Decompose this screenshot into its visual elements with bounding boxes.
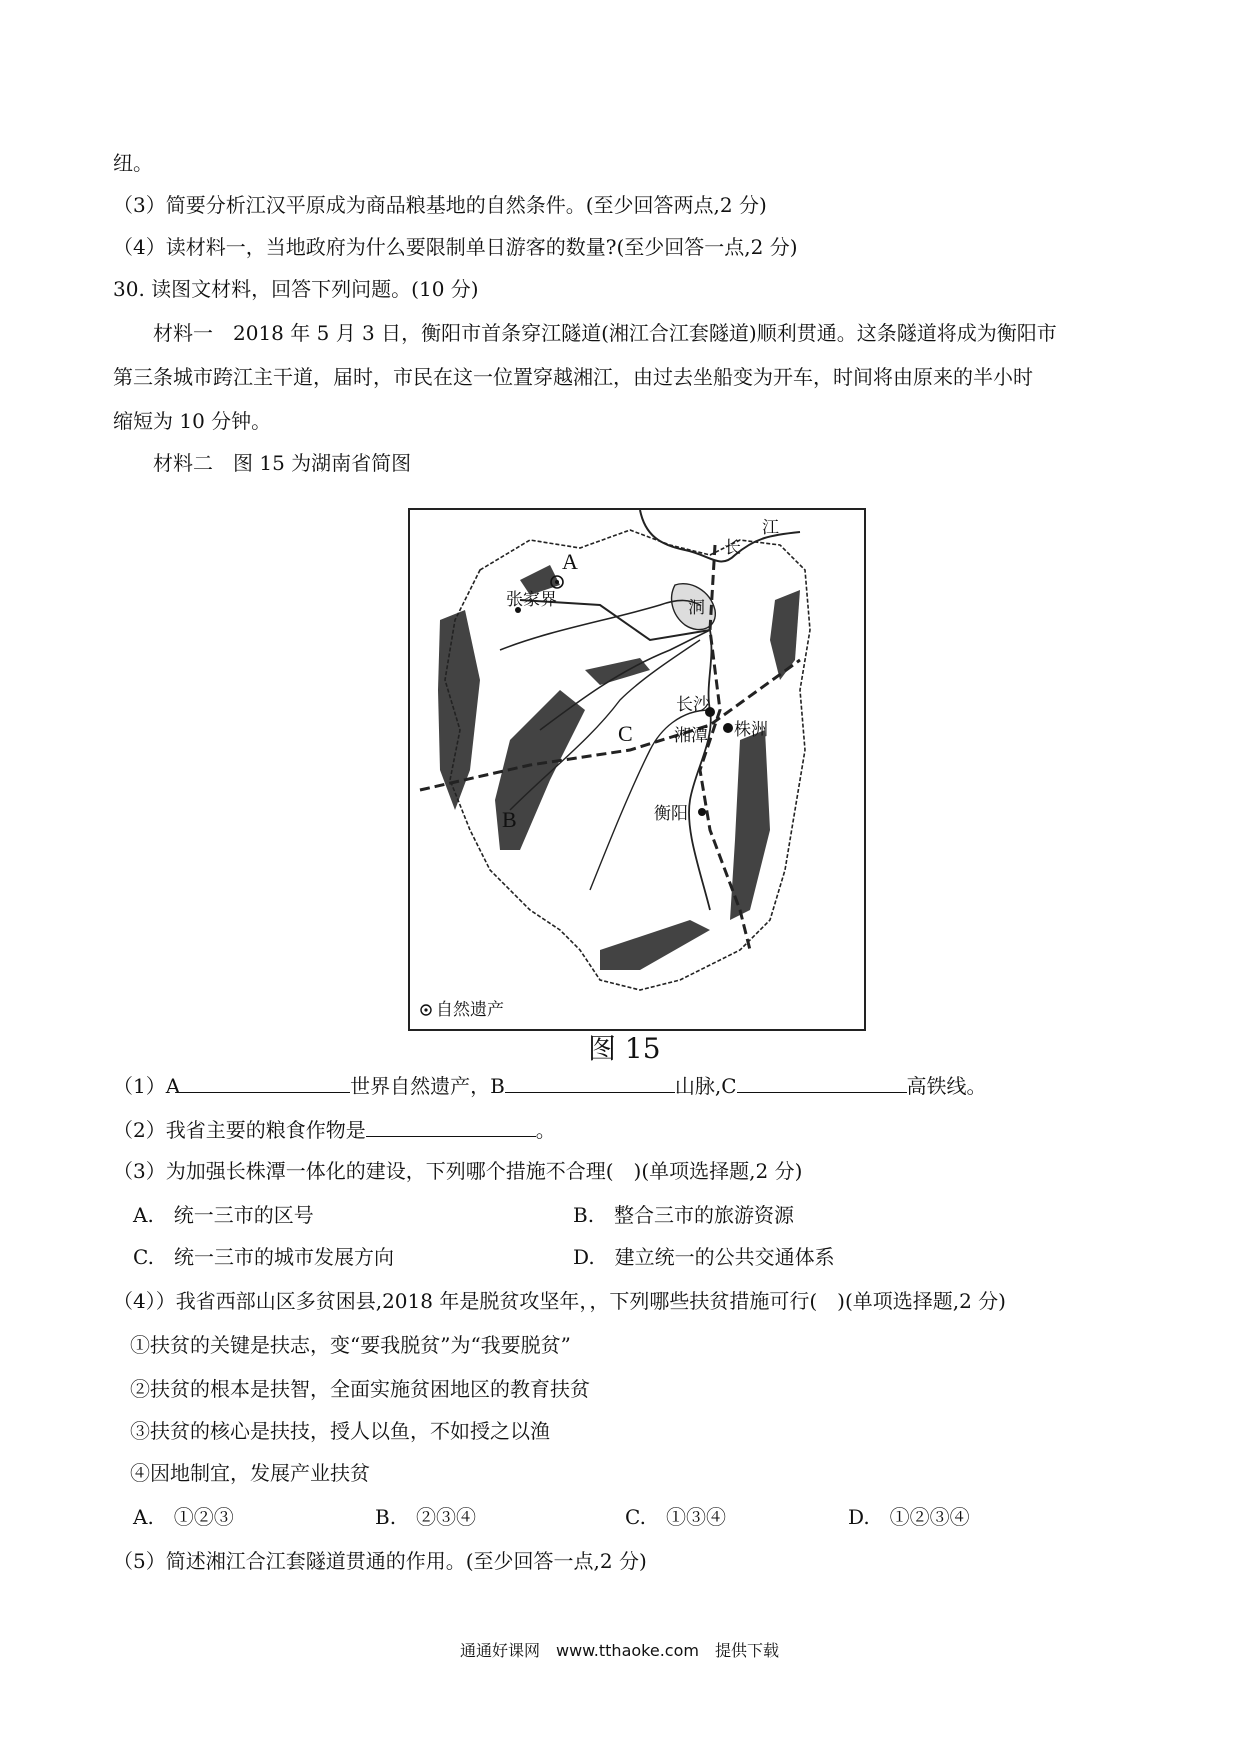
question-4-option-b[interactable]: B. ②③④: [375, 1505, 477, 1529]
text-line: 纽。: [113, 151, 153, 175]
map-label-hengyang: 衡阳: [654, 804, 688, 824]
footer-source: 通通好课网 www.tthaoke.com 提供下载: [460, 1641, 779, 1660]
question-3-option-d[interactable]: D. 建立统一的公共交通体系: [573, 1245, 835, 1269]
figure-caption: 图 15: [588, 1032, 661, 1065]
q1-blank-b[interactable]: [505, 1072, 675, 1093]
hunan-map: [408, 508, 866, 1031]
question-4-option-c[interactable]: C. ①③④: [625, 1505, 726, 1529]
question-3-stem: （3）为加强长株潭一体化的建设，下列哪个措施不合理( )(单项选择题,2 分): [113, 1159, 803, 1183]
map-label-river-chang: 长: [724, 538, 741, 558]
map-label-a: A: [562, 549, 578, 574]
map-drawing: [410, 510, 864, 1029]
material-one-line-3: 缩短为 10 分钟。: [113, 409, 272, 433]
question-3-previous: （3）简要分析江汉平原成为商品粮基地的自然条件。(至少回答两点,2 分): [113, 193, 767, 217]
material-one-line-2: 第三条城市跨江主干道，届时，市民在这一位置穿越湘江，由过去坐船变为开车，时间将由原来的半小时: [113, 365, 1033, 389]
question-4-option-a[interactable]: A. ①②③: [133, 1505, 234, 1529]
map-label-zhangjiajie: 张家界: [506, 590, 557, 610]
question-4-option-d[interactable]: D. ①②③④: [848, 1505, 970, 1529]
map-label-changsha: 长沙: [676, 695, 710, 715]
q1-prefix: （1）A: [113, 1074, 181, 1098]
q1-mid2: 山脉,C: [674, 1074, 737, 1098]
question-3-option-b[interactable]: B. 整合三市的旅游资源: [573, 1203, 795, 1227]
q2-prefix: （2）我省主要的粮食作物是: [113, 1118, 366, 1142]
map-label-river-jiang: 江: [762, 518, 779, 538]
map-label-c: C: [618, 721, 633, 746]
question-3-option-a[interactable]: A. 统一三市的区号: [133, 1203, 314, 1227]
q1-mid1: 世界自然遗产，B: [350, 1074, 505, 1098]
question-5: （5）简述湘江合江套隧道贯通的作用。(至少回答一点,2 分): [113, 1549, 647, 1573]
question-4-stem: （4））我省西部山区多贫困县,2018 年是脱贫攻坚年，，下列哪些扶贫措施可行( )(单项选择题,2 分): [113, 1289, 1006, 1313]
question-4-statement-3: ③扶贫的核心是扶技，授人以鱼，不如授之以渔: [130, 1419, 550, 1443]
q1-blank-a[interactable]: [180, 1072, 350, 1093]
map-label-zhuzhou: 株洲: [734, 720, 768, 740]
question-2: [113, 1116, 556, 1143]
q2-suffix: 。: [535, 1118, 556, 1142]
q1-suffix: 高铁线。: [906, 1074, 987, 1098]
q1-blank-c[interactable]: [737, 1072, 907, 1093]
question-4-statement-1: ①扶贫的关键是扶志，变“要我脱贫”为“我要脱贫”: [130, 1333, 571, 1357]
material-two-title: 材料二 图 15 为湖南省简图: [153, 451, 412, 475]
question-3-option-c[interactable]: C. 统一三市的城市发展方向: [133, 1245, 394, 1269]
question-4-previous: （4）读材料一，当地政府为什么要限制单日游客的数量?(至少回答一点,2 分): [113, 235, 798, 259]
q2-blank[interactable]: [366, 1116, 536, 1137]
map-label-lake-dong: 洞: [688, 598, 705, 618]
question-30-title: 30. 读图文材料，回答下列问题。(10 分): [113, 277, 479, 301]
map-label-xiangtan: 湘潭: [674, 726, 708, 746]
material-one-line-1: 材料一 2018 年 5 月 3 日，衡阳市首条穿江隧道(湘江合江套隧道)顺利贯通。这条隧道将成为衡阳市: [153, 321, 1057, 345]
question-4-statement-4: ④因地制宜，发展产业扶贫: [130, 1461, 370, 1485]
map-legend-label: 自然遗产: [436, 1000, 504, 1020]
map-label-b: B: [502, 807, 517, 832]
question-1: [113, 1072, 987, 1099]
question-4-statement-2: ②扶贫的根本是扶智，全面实施贫困地区的教育扶贫: [130, 1377, 590, 1401]
